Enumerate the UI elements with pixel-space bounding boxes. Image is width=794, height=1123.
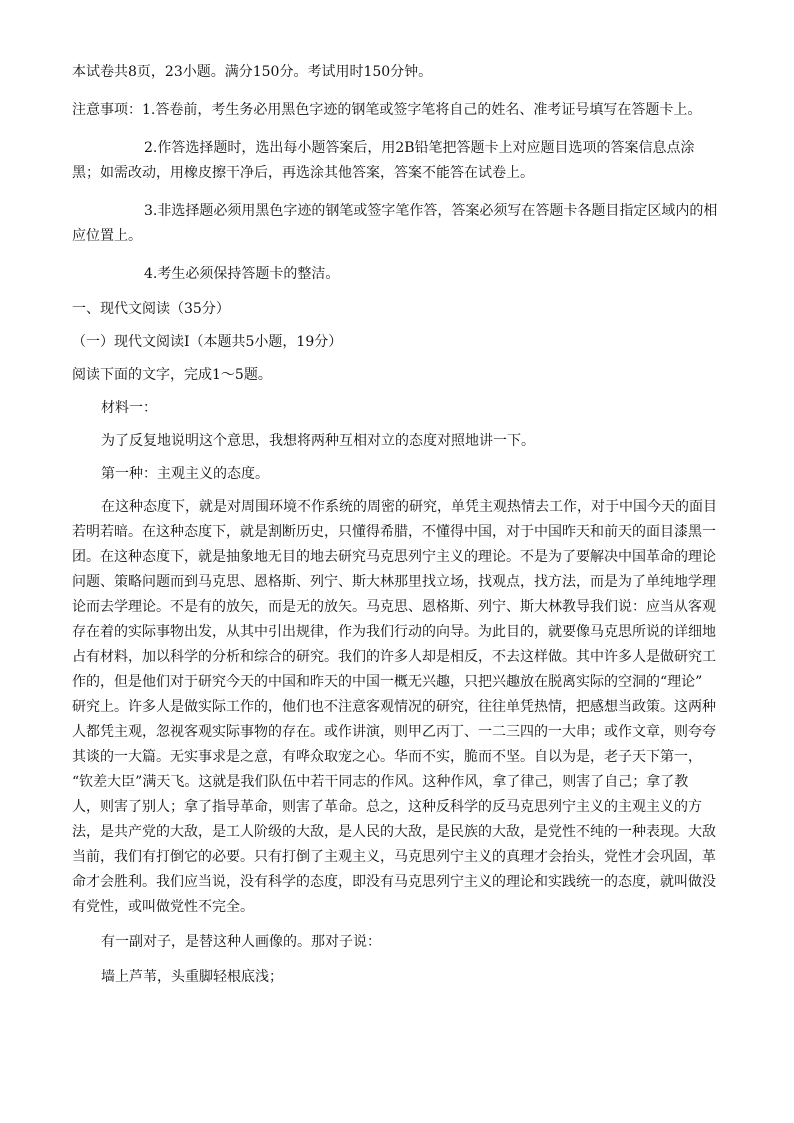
paragraph-line: 在这种态度下，就是对周围环境不作系统的周密的研究，单凭主观热情去工作，对于中国今天的面目	[101, 499, 717, 515]
paragraph-line: 团。在这种态度下，就是抽象地无目的地去研究马克思列宁主义的理论。不是为了要解决中国革命的理论	[72, 549, 716, 565]
paragraph-line: 研究上。许多人是做实际工作的，他们也不注意客观情况的研究，往往单凭热情，把感想当政策。这两种	[72, 699, 716, 715]
paragraph-line: 有党性，或叫做党性不完全。	[72, 899, 254, 915]
paragraph-line: 人都凭主观，忽视客观实际事物的存在。或作讲演，则甲乙丙丁、一二三四的一大串；或作文章，则夸夸	[72, 724, 716, 740]
paragraph-line: 人，则害了别人；拿了指导革命，则害了革命。总之，这种反科学的反马克思列宁主义的主观主义的方	[72, 799, 702, 815]
paragraph-line: 若明若暗。在这种态度下，就是割断历史，只懂得希腊，不懂得中国，对于中国昨天和前天的面目漆黑一	[72, 524, 716, 540]
exam-header-line: 本试卷共8页，23小题。满分150分。考试用时150分钟。	[72, 64, 433, 80]
material-label: 材料一：	[101, 400, 157, 416]
reading-instruction: 阅读下面的文字，完成1～5题。	[72, 367, 272, 383]
section-title: 一、现代文阅读（35分）	[72, 301, 230, 317]
couplet-intro: 有一副对子，是替这种人画像的。那对子说：	[101, 934, 381, 950]
first-type-heading: 第一种：主观主义的态度。	[101, 466, 269, 482]
note-4: 4.考生必须保持答题卡的整洁。	[144, 266, 340, 282]
note-2-line-1: 2.作答选择题时，选出每小题答案后，用2B铅笔把答题卡上对应题目选项的答案信息点涂	[144, 140, 695, 156]
paragraph-line: 作的，但是他们对于研究今天的中国和昨天的中国一概无兴趣，只把兴趣放在脱离实际的空洞的“理论”	[72, 674, 703, 690]
paragraph-line: 问题、策略问题而到马克思、恩格斯、列宁、斯大林那里找立场，找观点，找方法，而是为了单纯地学理	[72, 574, 716, 590]
couplet-line-1: 墙上芦苇，头重脚轻根底浅；	[101, 969, 283, 985]
intro-paragraph: 为了反复地说明这个意思，我想将两种互相对立的态度对照地讲一下。	[101, 433, 535, 449]
paragraph-line: 当前，我们有打倒它的必要。只有打倒了主观主义，马克思列宁主义的真理才会抬头，党性才会巩固，革	[72, 849, 716, 865]
paragraph-line: 存在着的实际事物出发，从其中引出规律，作为我们行动的向导。为此目的，就要像马克思所说的详细地	[72, 624, 716, 640]
paragraph-line: 占有材料，加以科学的分析和综合的研究。我们的许多人却是相反，不去这样做。其中许多人是做研究工	[72, 649, 716, 665]
paragraph-line: “钦差大臣”满天飞。这就是我们队伍中若干同志的作风。这种作风，拿了律己，则害了自己；拿了教	[72, 774, 689, 790]
paragraph-line: 论而去学理论。不是有的放矢，而是无的放矢。马克思、恩格斯、列宁、斯大林教导我们说：应当从客观	[72, 599, 716, 615]
paragraph-line: 法，是共产党的大敌，是工人阶级的大敌，是人民的大敌，是民族的大敌，是党性不纯的一种表现。大敌	[72, 824, 716, 840]
subsection-title: （一）现代文阅读Ⅰ（本题共5小题，19分）	[72, 334, 343, 350]
paragraph-line: 其谈的一大篇。无实事求是之意，有哗众取宠之心。华而不实，脆而不坚。自以为是，老子天下第一，	[72, 749, 702, 765]
note-2-line-2: 黑；如需改动，用橡皮擦干净后，再选涂其他答案，答案不能答在试卷上。	[72, 165, 534, 181]
paragraph-line: 命才会胜利。我们应当说，没有科学的态度，即没有马克思列宁主义的理论和实践统一的态度，就叫做没	[72, 874, 716, 890]
note-1: 注意事项：1.答卷前，考生务必用黑色字迹的钢笔或签字笔将自己的姓名、准考证号填写在答题卡上。	[72, 102, 702, 118]
exam-page	[72, 58, 722, 990]
note-3-line-1: 3.非选择题必须用黑色字迹的钢笔或签字笔作答，答案必须写在答题卡各题目指定区域内的相	[144, 203, 718, 219]
note-3-line-2: 应位置上。	[72, 228, 142, 244]
main-paragraph	[72, 495, 722, 920]
